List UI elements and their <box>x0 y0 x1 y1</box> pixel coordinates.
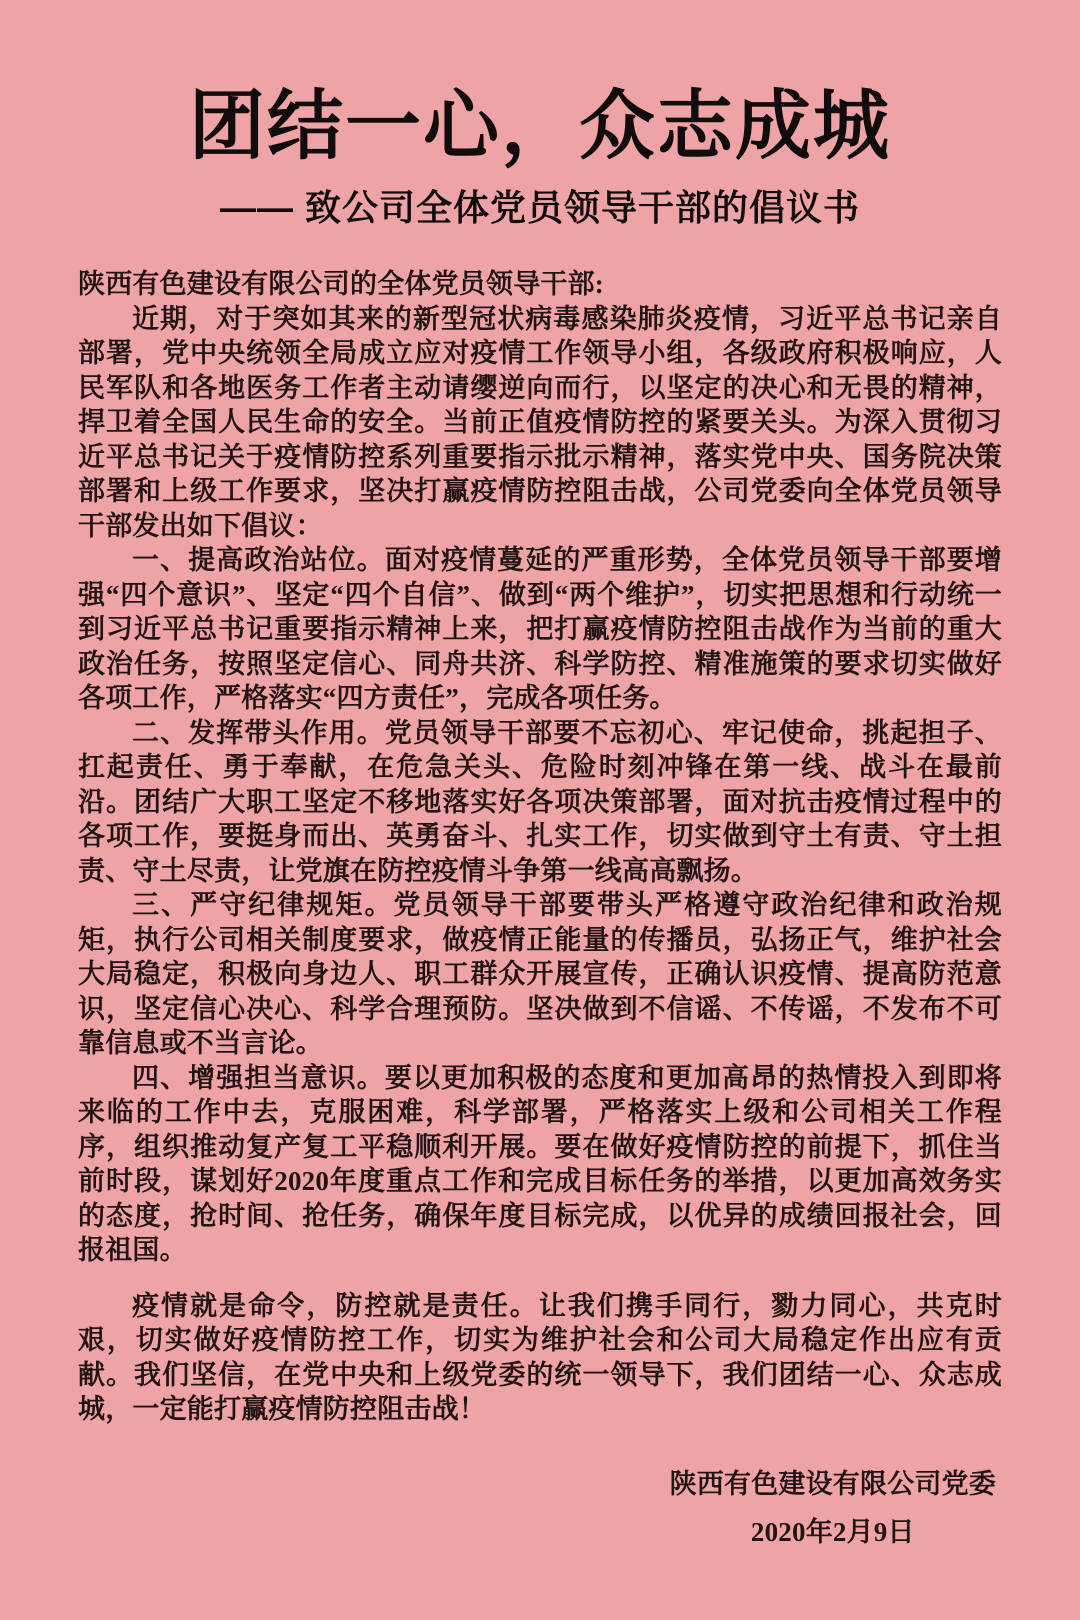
letter-paragraphs <box>78 302 1002 1268</box>
salutation: 陕西有色建设有限公司的全体党员领导干部: <box>78 269 604 300</box>
closing-paragraph: 疫情就是命令，防控就是责任。让我们携手同行，勠力同心，共克时艰，切实做好疫情防控工作，切实为维护社会和公司大局稳定作出应有贡献。我们坚信，在党中央和上级党委的统一领导下，我们团结一心、众志成城，一定能打赢疫情防控阻击战！ <box>78 1290 1002 1425</box>
letter-body <box>78 267 1002 1549</box>
letter-title: 团结一心，众志成城 <box>189 84 891 169</box>
letter-paragraph: 三、严守纪律规矩。党员领导干部要带头严格遵守政治纪律和政治规矩，执行公司相关制度要求，做疫情正能量的传播员，弘扬正气，维护社会大局稳定，积极向身边人、职工群众开展宣传，正确认识疫情、提高防范意识，坚定信心决心、科学合理预防。坚决做到不信谣、不传谣，不发布不可靠信息或不当言论。 <box>78 890 1002 1059</box>
letter-paragraph: 二、发挥带头作用。党员领导干部要不忘初心、牢记使命，挑起担子、扛起责任、勇于奉献，在危急关头、危险时刻冲锋在第一线、战斗在最前沿。团结广大职工坚定不移地落实好各项决策部署，面对抗击疫情过程中的各项工作，要挺身而出、英勇奋斗、扎实工作，切实做到守土有责、守土担责、守土尽责，让党旗在防控疫情斗争第一线高高飘扬。 <box>78 717 1002 886</box>
letter-paragraph: 一、提高政治站位。面对疫情蔓延的严重形势，全体党员领导干部要增强“四个意识”、坚定“四个自信”、做到“两个维护”，切实把思想和行动统一到习近平总书记重要指示精神上来，把打赢疫情防控阻击战作为当前的重大政治任务，按照坚定信心、同舟共济、科学防控、精准施策的要求切实做好各项工作，严格落实“四方责任”，完成各项任务。 <box>78 545 1002 714</box>
letter-paragraph: 近期，对于突如其来的新型冠状病毒感染肺炎疫情，习近平总书记亲自部署，党中央统领全局成立应对疫情工作领导小组，各级政府积极响应，人民军队和各地医务工作者主动请缨逆向而行，以坚定的决心和无畏的精神，捍卫着全国人民生命的安全。当前正值疫情防控的紧要关头。为深入贯彻习近平总书记关于疫情防控系列重要指示批示精神，落实党中央、国务院决策部署和上级工作要求，坚决打赢疫情防控阻击战，公司党委向全体党员领导干部发出如下倡议： <box>78 303 1002 541</box>
signature-date: 2020年2月9日 <box>750 1516 915 1547</box>
signature-block <box>78 1467 1002 1550</box>
signature-inner <box>670 1467 996 1549</box>
signature: 陕西有色建设有限公司党委 <box>669 1468 996 1499</box>
letter-subtitle: —— 致公司全体党员领导干部的倡议书 <box>219 187 860 229</box>
letter-paragraph: 四、增强担当意识。要以更加积极的态度和更加高昂的热情投入到即将来临的工作中去，克服困难，科学部署，严格落实上级和公司相关工作程序，组织推动复产复工平稳顺利开展。要在做好疫情防控的前提下，抓住当前时段，谋划好2020年度重点工作和完成目标任务的举措，以更加高效务实的态度，抢时间、抢任务，确保年度目标完成，以优异的成绩回报社会，回报祖国。 <box>78 1062 1002 1266</box>
